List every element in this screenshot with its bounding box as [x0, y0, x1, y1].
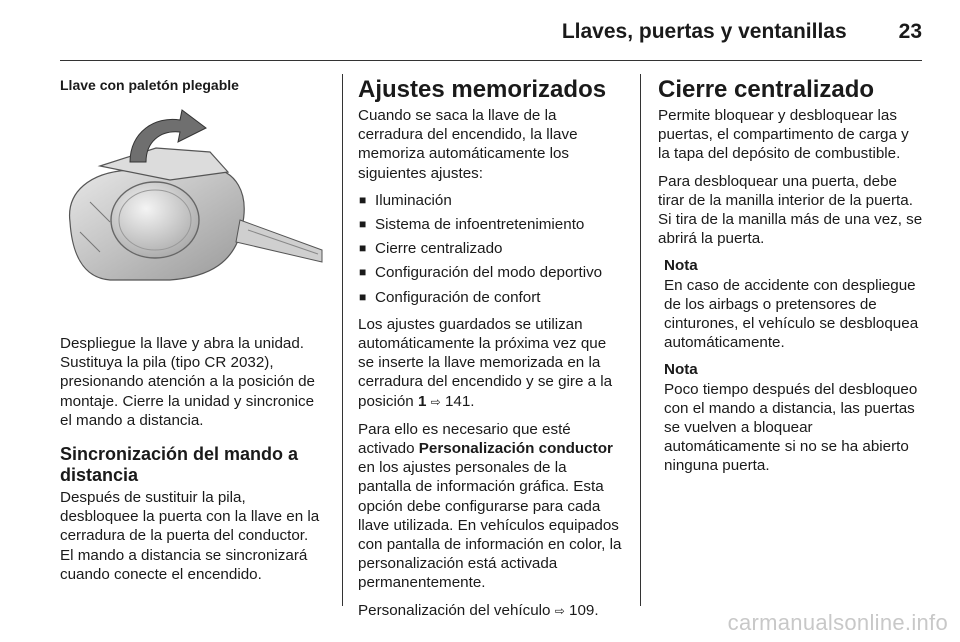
key-section-heading: Llave con paletón plegable — [60, 77, 239, 93]
chapter-title: Llaves, puertas y ventanillas — [561, 20, 847, 43]
door-unlock-text: Para desbloquear una puerta, debe tirar de la manilla interior de la puerta. Si tira de la manilla más de una vez, se abrirá la puerta. — [658, 172, 923, 248]
coin-battery-shape — [111, 182, 199, 258]
central-locking-intro: Permite bloquear y desbloquear las puertas, el compartimento de carga y la tapa del depósito de combustible. — [658, 107, 909, 163]
page-number: 23 — [898, 20, 922, 43]
page-header — [60, 18, 922, 46]
column-right — [658, 76, 924, 484]
square-bullet-icon: ■ — [359, 217, 367, 232]
memory-usage-text: Los ajustes guardados se utilizan automáticamente la próxima vez que se inserte la llave memorizada en la cerradura del encendido y se gire a la posición 1 ⇨ 141. — [358, 315, 613, 410]
note-label: Nota — [664, 257, 698, 275]
square-bullet-icon: ■ — [359, 289, 367, 304]
list-item: ■ Cierre centralizado — [359, 240, 503, 258]
vehicle-personalization-text: Personalización del vehículo ⇨ 109. — [358, 601, 599, 619]
memory-activation-text: Para ello es necesario que esté activado Personalización conductor en los ajustes personales de la pantalla de información gráfica. Esta opción debe configurarse para cada llave utilizada. En vehículos equipados con pantalla de información en color, la personalización está activada permanentemente. — [358, 420, 622, 592]
page-reference-link[interactable]: 109. — [569, 601, 599, 619]
column-divider-1 — [342, 74, 343, 606]
note-text: En caso de accidente con despliegue de los airbags o pretensores de cinturones, el vehículo se desbloquea automáticamente. — [664, 276, 919, 352]
key-battery-illustration — [60, 102, 324, 322]
list-item: ■ Sistema de infoentretenimiento — [359, 216, 585, 234]
column-divider-2 — [640, 74, 641, 606]
header-rule — [60, 60, 922, 61]
memory-settings-list — [358, 191, 623, 307]
list-item: ■ Configuración del modo deportivo — [359, 264, 603, 282]
column-middle — [358, 76, 623, 629]
sync-text: Después de sustituir la pila, desbloquee la puerta con la llave en la cerradura de la puerta del conductor. El mando a distancia se sincronizará cuando conecte el encendido. — [60, 489, 320, 583]
sync-heading: Sincronización del mando a distancia — [60, 444, 299, 486]
note-text: Poco tiempo después del desbloqueo con el mando a distancia, las puertas se vuelven a bloquear automáticamente si no se ha abierto ninguna puerta. — [664, 380, 918, 475]
square-bullet-icon: ■ — [359, 265, 367, 280]
arrow-reference-icon: ⇨ — [554, 603, 565, 618]
memory-settings-heading: Ajustes memorizados — [358, 76, 607, 103]
arrow-reference-icon: ⇨ — [430, 394, 441, 409]
note-label: Nota — [664, 361, 698, 379]
list-item: ■ Configuración de confort — [359, 288, 541, 306]
square-bullet-icon: ■ — [359, 241, 367, 256]
column-left — [60, 76, 324, 592]
battery-replace-text: Despliegue la llave y abra la unidad. Sustituya la pila (tipo CR 2032), presionando atención a la posición de montaje. Cierre la unidad y sincronice el mando a distancia. — [60, 335, 315, 429]
watermark: carmanualsonline.info — [727, 610, 948, 635]
list-item: ■ Iluminación — [359, 191, 452, 209]
memory-intro-text: Cuando se saca la llave de la cerradura del encendido, la llave memoriza automáticamente los siguientes ajustes: — [358, 107, 578, 182]
central-locking-heading: Cierre centralizado — [658, 76, 875, 103]
note-accident — [658, 256, 924, 352]
page-reference-link[interactable]: 141. — [444, 392, 475, 410]
note-relock — [658, 360, 924, 475]
square-bullet-icon: ■ — [359, 192, 367, 207]
setting-name: Personalización conductor — [418, 440, 613, 458]
